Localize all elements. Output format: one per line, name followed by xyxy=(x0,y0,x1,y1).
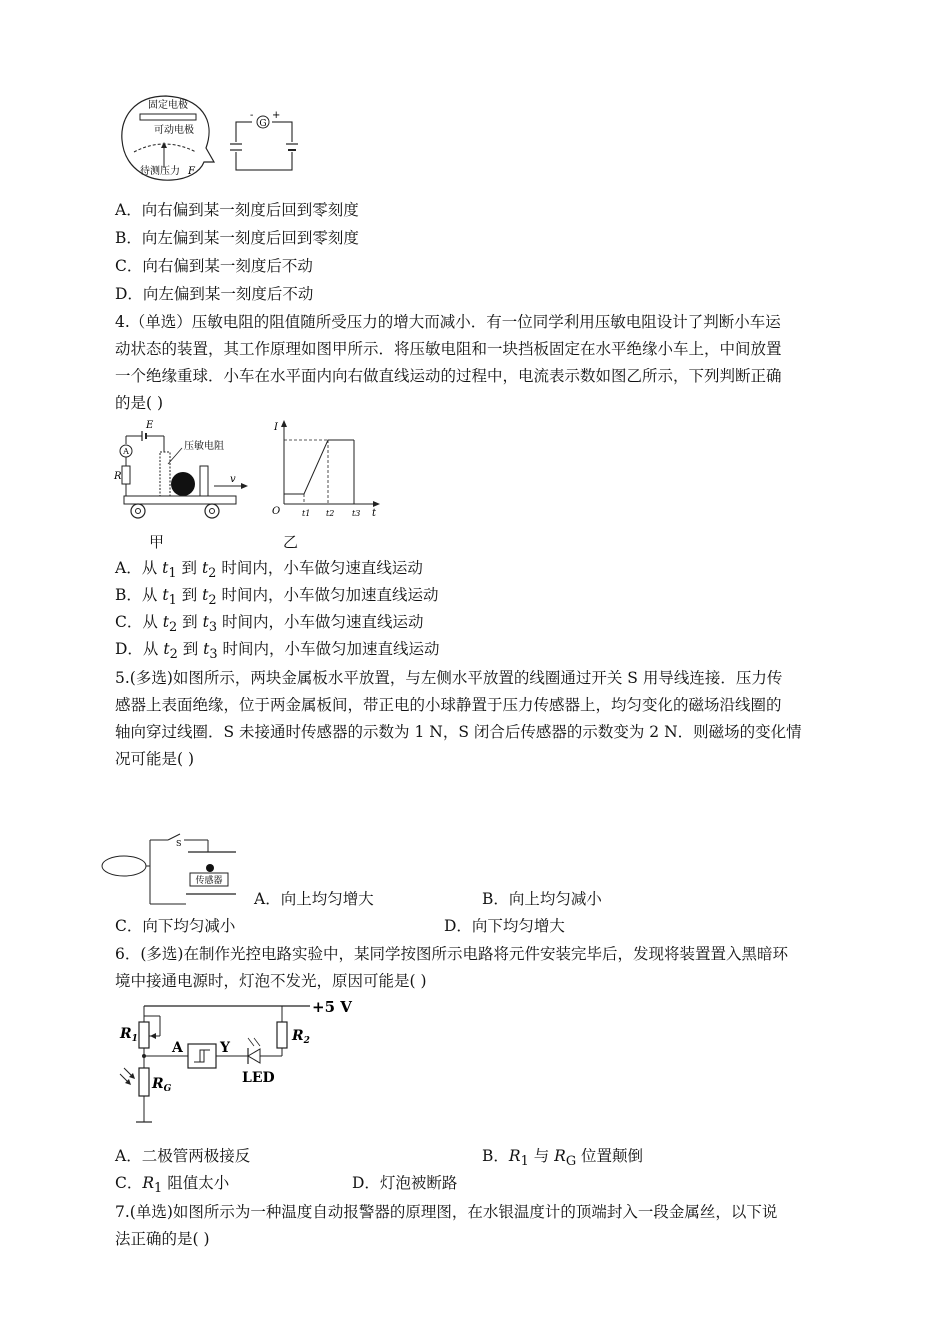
ammeter-icon: A xyxy=(123,447,129,456)
q4c-pre: C．从 xyxy=(115,613,163,631)
q4d-var2: t xyxy=(203,640,210,658)
rg-sub: G xyxy=(163,1084,172,1094)
q4b-sub1: 1 xyxy=(168,593,177,609)
sensor-label: 传感器 xyxy=(195,876,223,886)
t1-tick: t1 xyxy=(302,509,311,518)
q3-option-c: C．向右偏到某一刻度后不动 xyxy=(115,257,313,275)
q5-option-a: A．向上均匀增大 xyxy=(254,890,374,908)
q6-option-a: A．二极管两极接反 xyxy=(115,1147,251,1165)
q6b-var2: R xyxy=(554,1147,566,1165)
q6-option-b xyxy=(482,1146,643,1172)
q4a-var2: t xyxy=(201,559,209,577)
gate-output-label: Y xyxy=(220,1040,230,1056)
q6-stem-line-2: 境中接通电源时，灯泡不发光，原因可能是( ) xyxy=(115,972,427,990)
q4-current-graph xyxy=(268,418,388,522)
switch-label: S xyxy=(176,839,182,848)
q4-stem-line-3: 一个绝缘重球．小车在水平面内向右做直线运动的过程中，电流表示数如图乙所示，下列判断正确 xyxy=(115,367,782,385)
q4-cart-figure xyxy=(112,418,252,524)
r2-var: R xyxy=(292,1028,304,1044)
q4c-sub1: 2 xyxy=(169,620,178,636)
q4b-sub2: 2 xyxy=(208,593,217,609)
q4d-var1: t xyxy=(163,640,170,658)
q6-stem-line-1: 6．(多选)在制作光控电路实验中，某同学按图所示电路将元件安装完毕后，发现将装置置入黑暗环 xyxy=(115,945,788,963)
q4c-post: 时间内，小车做匀速直线运动 xyxy=(217,613,424,631)
q3-option-a: A．向右偏到某一刻度后回到零刻度 xyxy=(115,201,359,219)
r1-var: R xyxy=(120,1026,132,1042)
q6b-var1: R xyxy=(508,1147,521,1165)
rg-var: R xyxy=(152,1076,164,1092)
velocity-label: v xyxy=(230,474,236,485)
q5-stem-line-2: 感器上表面绝缘，位于两金属板间，带正电的小球静置于压力传感器上，均匀变化的磁场沿线圈的 xyxy=(115,696,782,714)
q7-stem-line-2: 法正确的是( ) xyxy=(115,1230,210,1248)
q5-coil-figure xyxy=(100,832,250,912)
q5-option-c: C．向下均匀减小 xyxy=(115,917,236,935)
q4d-sub1: 2 xyxy=(169,647,178,663)
q3-option-b: B．向左偏到某一刻度后回到零刻度 xyxy=(115,229,359,247)
fixed-electrode-label: 固定电极 xyxy=(148,100,188,111)
q4a-sub2: 2 xyxy=(208,566,217,582)
q4d-post: 时间内，小车做匀加速直线运动 xyxy=(217,640,440,658)
gate-input-label: A xyxy=(172,1040,183,1056)
q4c-var1: t xyxy=(162,613,170,631)
q4-option-b xyxy=(115,585,439,611)
q4d-sub2: 3 xyxy=(209,647,218,663)
q6b-sub1: 1 xyxy=(520,1154,529,1170)
q5-stem-line-4: 况可能是( ) xyxy=(115,750,195,768)
q4-option-c xyxy=(115,612,424,638)
q6c-pre: C． xyxy=(115,1174,143,1192)
q4a-pre: A．从 xyxy=(115,559,163,577)
r2-sub: 2 xyxy=(303,1036,310,1046)
piezoresistor-label: 压敏电阻 xyxy=(184,441,224,452)
pressure-symbol: F xyxy=(188,166,195,177)
q6b-sub2: G xyxy=(565,1154,577,1170)
plus-sign: + xyxy=(272,110,281,121)
resistor-label: R xyxy=(114,471,122,482)
q6c-sub1: 1 xyxy=(154,1181,163,1197)
q4-stem-line-4: 的是( ) xyxy=(115,394,164,412)
pressure-sensor-figure xyxy=(116,90,306,190)
q4a-var1: t xyxy=(162,559,169,577)
q6-option-d: D．灯泡被断路 xyxy=(352,1174,458,1192)
q6c-post: 阻值太小 xyxy=(162,1174,230,1192)
current-axis-label: I xyxy=(274,422,278,433)
q5-option-b: B．向上均匀减小 xyxy=(482,890,602,908)
q4b-mid: 到 xyxy=(176,586,203,604)
q4c-sub2: 3 xyxy=(208,620,218,636)
time-axis-label: t xyxy=(372,508,377,519)
q4c-var2: t xyxy=(202,613,209,631)
q5-stem-line-3: 轴向穿过线圈．S 未接通时传感器的示数为 1 N，S 闭合后传感器的示数变为 2 N．则磁场的变化情 xyxy=(115,723,802,741)
q4d-mid: 到 xyxy=(177,640,204,658)
q4b-post: 时间内，小车做匀加速直线运动 xyxy=(216,586,439,604)
rg-label xyxy=(151,1076,172,1094)
q4-option-a xyxy=(115,558,423,584)
q4b-var2: t xyxy=(202,586,209,604)
t2-tick: t2 xyxy=(326,509,335,518)
galvanometer-icon: G xyxy=(259,119,267,129)
movable-electrode-label: 可动电极 xyxy=(154,125,194,136)
q6b-post: 位置颠倒 xyxy=(576,1147,644,1165)
figure-caption-jia: 甲 xyxy=(149,533,165,551)
q6b-mid: 与 xyxy=(528,1147,555,1165)
q5-option-d: D．向下均匀增大 xyxy=(444,917,565,935)
q4a-sub1: 1 xyxy=(168,566,177,582)
q7-stem-line-1: 7.(单选)如图所示为一种温度自动报警器的原理图，在水银温度计的顶端封入一段金属丝，以下说 xyxy=(115,1203,778,1221)
q6-option-c xyxy=(115,1173,229,1199)
minus-sign: - xyxy=(250,110,254,121)
q4-stem-line-1: 4.（单选）压敏电阻的阻值随所受压力的增大而减小．有一位同学利用压敏电阻设计了判断小车运 xyxy=(115,313,781,331)
q6-light-control-circuit xyxy=(116,996,366,1130)
led-label: LED xyxy=(242,1070,275,1086)
q4-option-d xyxy=(115,639,440,665)
figure-caption-yi: 乙 xyxy=(283,533,299,551)
r1-sub: 1 xyxy=(131,1034,138,1044)
q6c-var1: R xyxy=(142,1174,155,1192)
q4b-var1: t xyxy=(162,586,169,604)
supply-voltage-label: +5 V xyxy=(312,998,352,1016)
q4d-pre: D．从 xyxy=(115,640,164,658)
origin-label: O xyxy=(272,506,281,517)
q3-option-d: D．向左偏到某一刻度后不动 xyxy=(115,285,314,303)
pressure-label: 待测压力 xyxy=(140,166,180,177)
r2-label xyxy=(291,1028,310,1046)
q4a-mid: 到 xyxy=(176,559,202,577)
t3-tick: t3 xyxy=(352,509,361,518)
emf-label: E xyxy=(146,420,154,431)
q4b-pre: B．从 xyxy=(115,586,163,604)
r1-label xyxy=(119,1026,138,1044)
q6b-pre: B． xyxy=(482,1147,509,1165)
q4a-post: 时间内，小车做匀速直线运动 xyxy=(216,559,423,577)
q4c-mid: 到 xyxy=(177,613,203,631)
q5-stem-line-1: 5.(多选)如图所示，两块金属板水平放置，与左侧水平放置的线圈通过开关 S 用导线连接．压力传 xyxy=(115,669,783,687)
q4-stem-line-2: 动状态的装置，其工作原理如图甲所示．将压敏电阻和一块挡板固定在水平绝缘小车上，中间放置 xyxy=(115,340,782,358)
